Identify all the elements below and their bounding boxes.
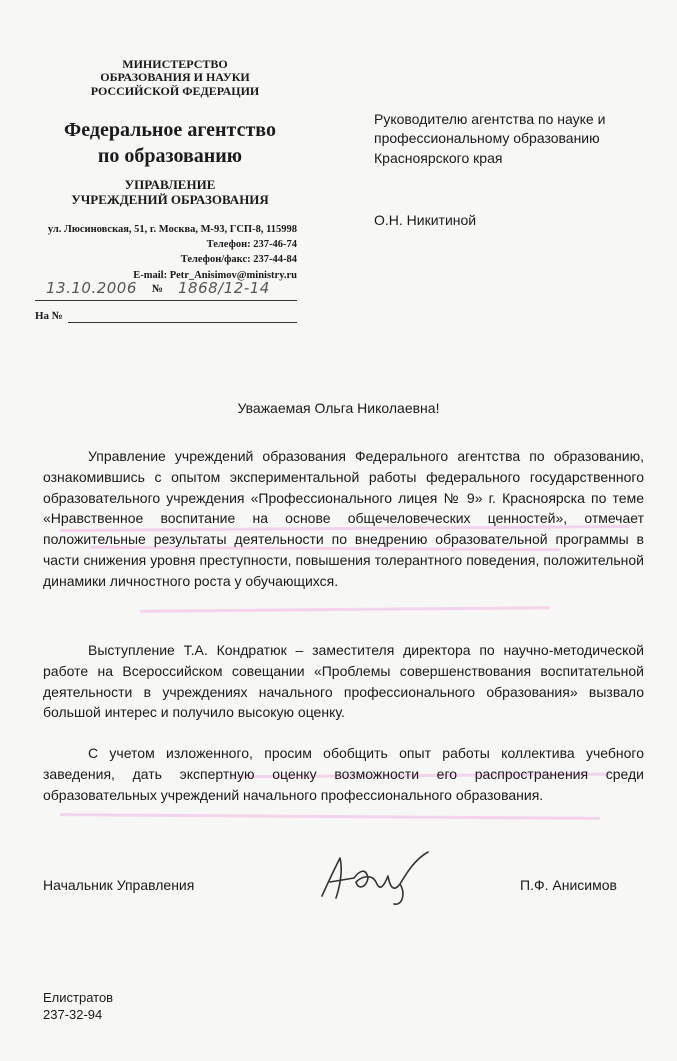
department-line: УПРАВЛЕНИЕ bbox=[124, 177, 216, 192]
handwritten-signature bbox=[310, 848, 440, 908]
ministry-line: МИНИСТЕРСТВО bbox=[122, 57, 228, 71]
agency-line: Федеральное агентство bbox=[64, 119, 276, 141]
ministry-line: РОССИЙСКОЙ ФЕДЕРАЦИИ bbox=[90, 83, 260, 98]
department-name bbox=[55, 178, 285, 208]
body-paragraph: Управление учреждений образования Федерального агентства по образованию, ознакомившись с опытом экспериментальной работы федерального государственного образовательного учреждения «Профессионального лицея № 9» г. Красноярска по теме «Нравственное воспитание на основе общечеловеческих ценностей», отмечает положительные результаты деятельности по внедрению образовательной программы в части снижения уровня преступности, повышения толерантного поведения, положительной динамики личностного роста у обучающихся. bbox=[43, 448, 644, 589]
recipient-position: Руководителю агентства по науке и профессиональному образованию Красноярского края bbox=[374, 111, 606, 166]
ministry-line: ОБРАЗОВАНИЯ И НАУКИ bbox=[100, 70, 250, 85]
agency-name bbox=[20, 118, 320, 169]
registration-date: 13.10.2006 bbox=[46, 279, 137, 297]
email: E-mail: Petr_Anisimov@ministry.ru bbox=[133, 269, 297, 281]
body-paragraph: Выступление Т.А. Кондратюк – заместителя директора по научно-методической работе на Всероссийском совещании «Проблемы совершенствования воспитательной деятельности в учреждениях начального профессионального образования» вызвало большой интерес и получило высокую оценку. bbox=[43, 642, 644, 721]
executor-phone: 237-32-94 bbox=[43, 1006, 103, 1022]
recipient-name: О.Н. Никитиной bbox=[374, 212, 477, 228]
number-sign: № bbox=[152, 283, 164, 295]
registration-number: 1868/12-14 bbox=[178, 279, 270, 297]
fax: Телефон/факс: 237-44-84 bbox=[180, 254, 297, 266]
contact-block bbox=[0, 222, 297, 283]
agency-line: по образованию bbox=[97, 144, 243, 167]
greeting: Уважаемая Ольга Николаевна! bbox=[237, 400, 440, 416]
address: ул. Люсиновская, 51, г. Москва, М-93, ГСП-8, 115998 bbox=[47, 224, 297, 235]
department-line: УЧРЕЖДЕНИЙ ОБРАЗОВАНИЯ bbox=[71, 191, 269, 207]
body-paragraph: С учетом изложенного, просим обобщить опыт работы коллектива учебного заведения, дать экспертную оценку возможности его распространения среди образовательных учреждений начального профессионального образования. bbox=[43, 745, 644, 803]
phone: Телефон: 237-46-74 bbox=[206, 239, 297, 251]
reply-to-label: На № bbox=[35, 310, 63, 322]
executor-block bbox=[43, 990, 113, 1024]
ministry-header bbox=[70, 58, 280, 98]
reply-to-line bbox=[68, 322, 297, 323]
highlighter-mark bbox=[60, 813, 600, 820]
executor-name: Елистратов bbox=[43, 990, 114, 1005]
highlighter-mark bbox=[140, 606, 550, 613]
signer-title: Начальник Управления bbox=[43, 877, 195, 893]
signer-name: П.Ф. Анисимов bbox=[520, 877, 617, 893]
